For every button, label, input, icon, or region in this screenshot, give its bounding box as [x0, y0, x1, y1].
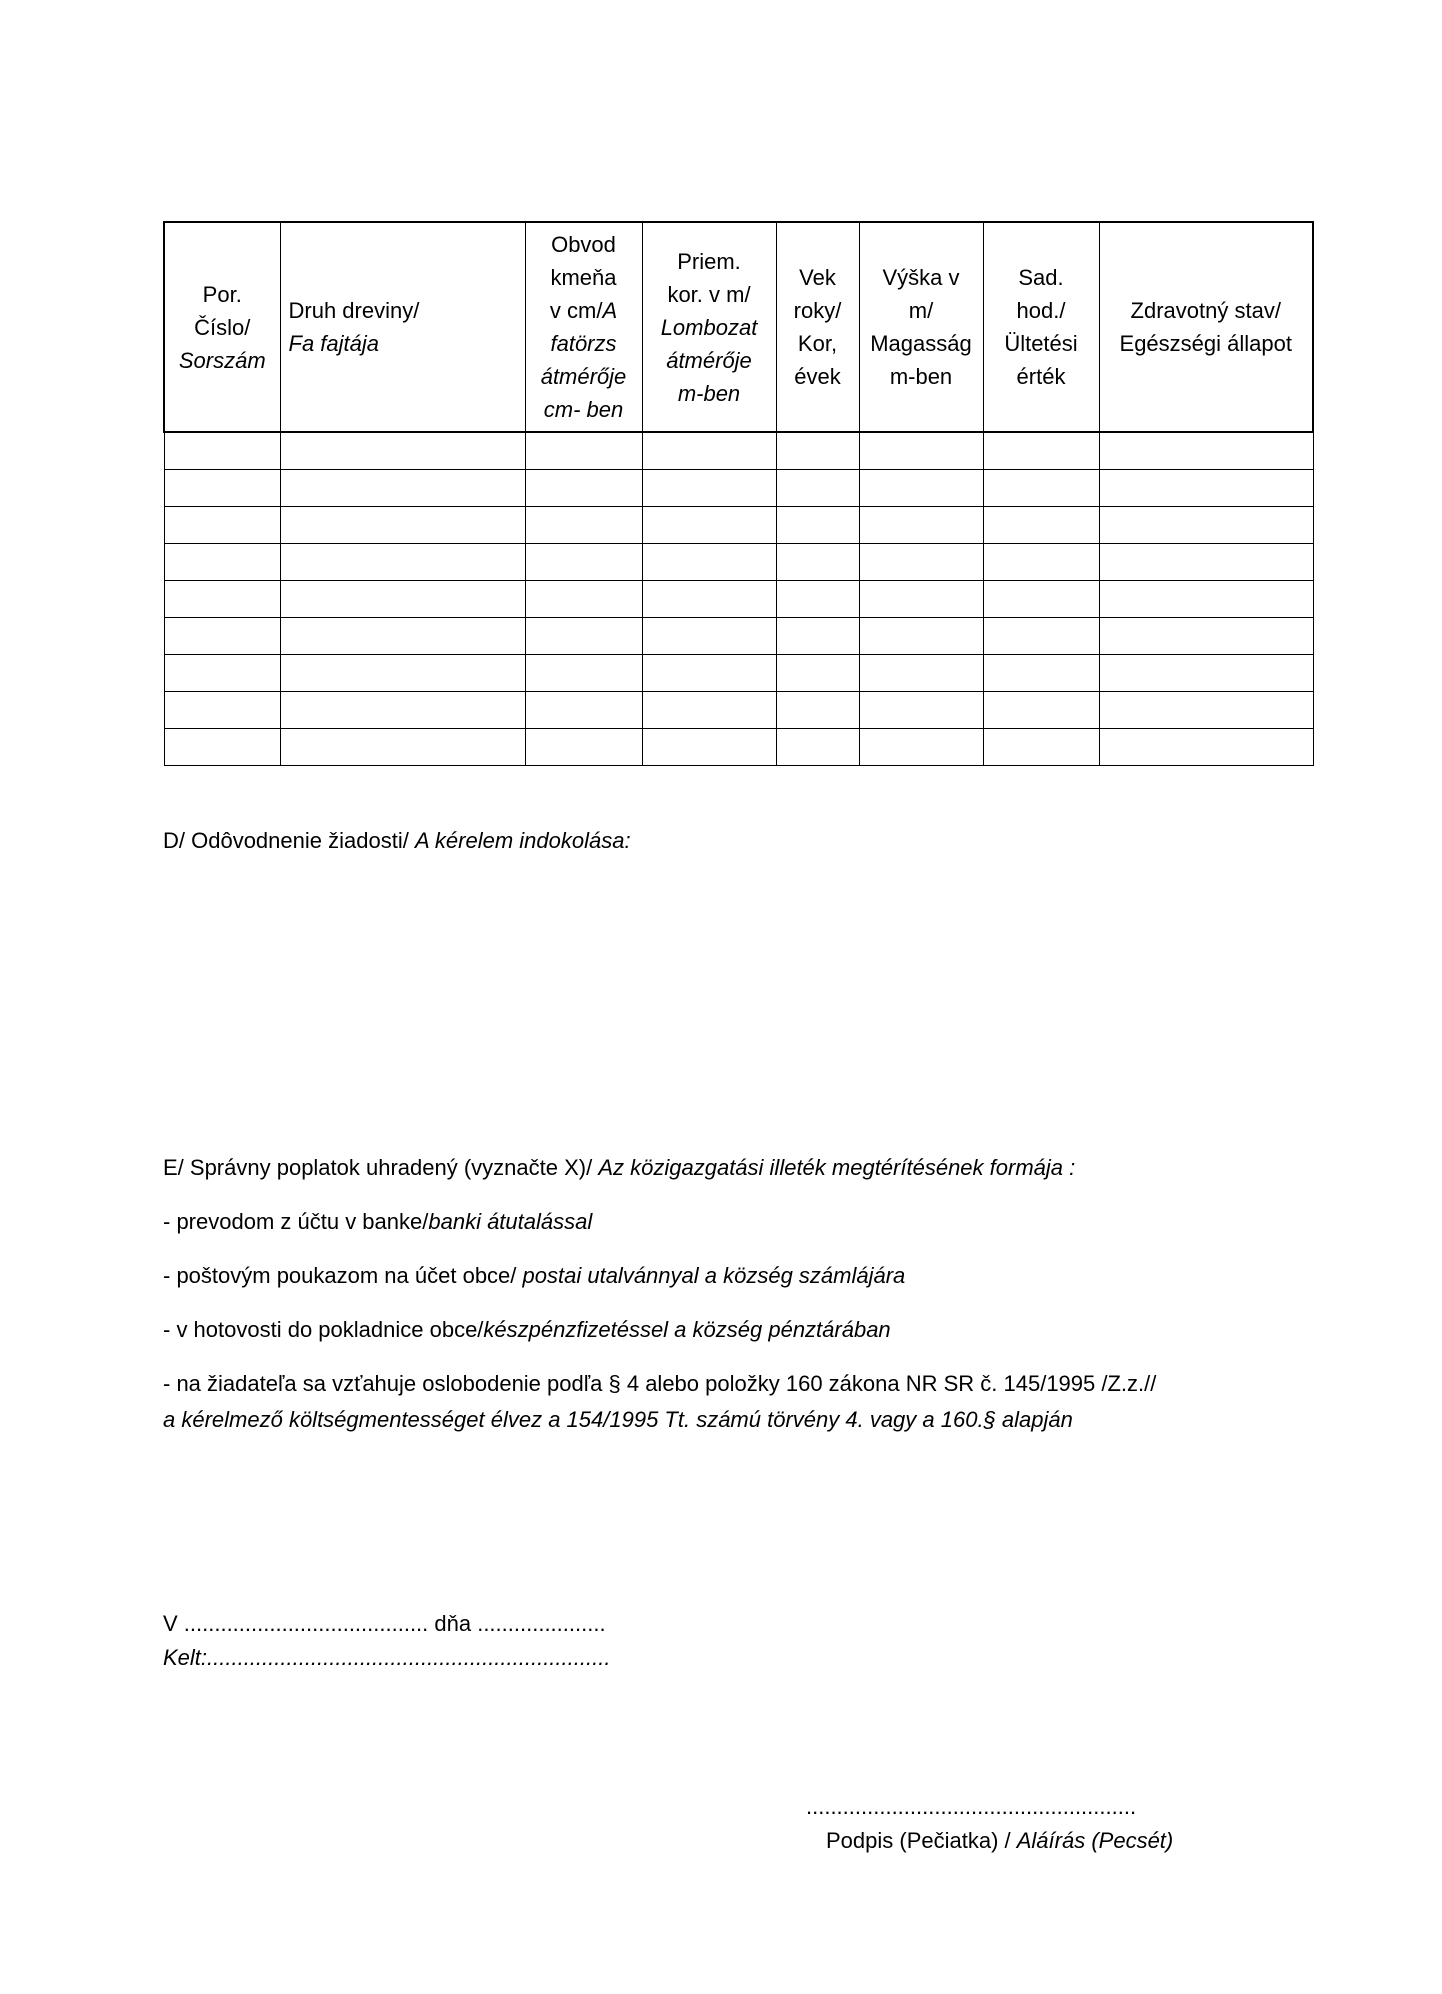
table-cell[interactable]: [1099, 470, 1313, 507]
header-line: Výška v: [882, 265, 960, 290]
header-line: átmérője: [666, 347, 752, 373]
payment-exemption-hu: a kérelmező költségmentességet élvez a 154/1995 Tt. számú törvény 4. vagy a 160.§ alapján: [163, 1407, 1073, 1432]
header-line: Magasság: [870, 331, 972, 356]
header-line: átmérője: [540, 364, 627, 389]
header-line: m-ben: [677, 380, 741, 406]
header-trunk-circumference: [525, 222, 642, 432]
table-cell[interactable]: [859, 581, 983, 618]
table-cell[interactable]: [983, 507, 1099, 544]
table-cell[interactable]: [280, 692, 525, 729]
table-cell[interactable]: [525, 655, 642, 692]
table-cell[interactable]: [776, 692, 859, 729]
place-date-line: V ........................................ dňa .....................: [163, 1611, 606, 1636]
table-cell[interactable]: [983, 729, 1099, 766]
header-line: Ültetési: [1004, 331, 1078, 356]
table-row: [164, 507, 1313, 544]
table-cell[interactable]: [983, 432, 1099, 470]
table-cell[interactable]: [164, 507, 280, 544]
table-cell[interactable]: [859, 729, 983, 766]
table-cell[interactable]: [280, 729, 525, 766]
table-cell[interactable]: [642, 507, 776, 544]
table-cell[interactable]: [776, 581, 859, 618]
table-cell[interactable]: [164, 655, 280, 692]
table-cell[interactable]: [642, 729, 776, 766]
table-row: [164, 618, 1313, 655]
table-cell[interactable]: [164, 470, 280, 507]
header-health-status: [1099, 222, 1313, 432]
table-cell[interactable]: [525, 432, 642, 470]
table-cell[interactable]: [164, 544, 280, 581]
header-line: Priem.: [677, 248, 741, 274]
signature-label: Podpis (Pečiatka) / Aláírás (Pecsét): [826, 1828, 1174, 1853]
table-cell[interactable]: [983, 618, 1099, 655]
header-line: m-ben: [889, 364, 953, 389]
header-line: hod./: [1016, 298, 1066, 323]
header-line: Obvod: [551, 232, 616, 257]
table-cell[interactable]: [642, 618, 776, 655]
table-cell[interactable]: [642, 692, 776, 729]
table-row: [164, 655, 1313, 692]
table-cell[interactable]: [280, 655, 525, 692]
table-cell[interactable]: [164, 581, 280, 618]
header-line: érték: [1016, 364, 1066, 389]
header-crown-diameter: [642, 222, 776, 432]
table-cell[interactable]: [1099, 507, 1313, 544]
table-cell[interactable]: [164, 692, 280, 729]
table-row: [164, 432, 1313, 470]
table-row: [164, 470, 1313, 507]
payment-option-cash: - v hotovosti do pokladnice obce/készpénzfizetéssel a község pénztárában: [163, 1317, 891, 1342]
header-height: [859, 222, 983, 432]
table-cell[interactable]: [776, 618, 859, 655]
header-line: Zdravotný stav/: [1130, 298, 1281, 323]
payment-option-bank-transfer: - prevodom z účtu v banke/banki átutalással: [163, 1209, 593, 1234]
table-cell[interactable]: [280, 507, 525, 544]
header-line: kmeňa: [550, 265, 617, 290]
table-cell[interactable]: [859, 544, 983, 581]
header-planting-value: [983, 222, 1099, 432]
table-cell[interactable]: [1099, 692, 1313, 729]
table-cell[interactable]: [525, 692, 642, 729]
table-cell[interactable]: [525, 507, 642, 544]
table-cell[interactable]: [1099, 581, 1313, 618]
table-cell[interactable]: [642, 432, 776, 470]
table-cell[interactable]: [983, 470, 1099, 507]
header-line: Egészségi állapot: [1119, 331, 1292, 356]
table-row: [164, 692, 1313, 729]
table-cell[interactable]: [525, 470, 642, 507]
header-age: [776, 222, 859, 432]
table-cell[interactable]: [983, 581, 1099, 618]
table-body: [164, 432, 1313, 766]
table-cell[interactable]: [280, 470, 525, 507]
section-e-label: E/ Správny poplatok uhradený (vyznačte X)/ Az közigazgatási illeték megtérítésének formája :: [163, 1155, 1076, 1180]
table-cell[interactable]: [776, 655, 859, 692]
table-cell[interactable]: [1099, 618, 1313, 655]
table-cell[interactable]: [859, 470, 983, 507]
table-cell[interactable]: [859, 432, 983, 470]
table-cell[interactable]: [983, 655, 1099, 692]
header-line: Lombozat: [660, 314, 758, 340]
header-line: m/: [908, 298, 934, 323]
header-line: Druh dreviny/: [288, 298, 420, 323]
header-line: Sorszám: [178, 347, 266, 373]
table-cell[interactable]: [280, 618, 525, 655]
header-line: Por.: [202, 281, 242, 307]
header-line: Vek: [799, 265, 836, 290]
table-row: [164, 544, 1313, 581]
header-line: kor. v m/: [667, 281, 751, 307]
table-row: [164, 729, 1313, 766]
table-cell[interactable]: [859, 618, 983, 655]
table-cell[interactable]: [642, 581, 776, 618]
header-line: v cm/A: [549, 298, 618, 323]
payment-exemption-sk: - na žiadateľa sa vzťahuje oslobodenie podľa § 4 alebo položky 160 zákona NR SR č. 145/1995 /Z.z.//: [163, 1371, 1157, 1396]
table-cell[interactable]: [1099, 432, 1313, 470]
section-d-label: D/ Odôvodnenie žiadosti/ A kérelem indokolása:: [163, 828, 631, 853]
table-cell[interactable]: [525, 729, 642, 766]
table-cell[interactable]: [776, 729, 859, 766]
table-cell[interactable]: [776, 544, 859, 581]
table-cell[interactable]: [776, 432, 859, 470]
table-cell[interactable]: [525, 544, 642, 581]
table-cell[interactable]: [983, 692, 1099, 729]
table-row: [164, 581, 1313, 618]
table-cell[interactable]: [642, 544, 776, 581]
table-cell[interactable]: [776, 470, 859, 507]
table-cell[interactable]: [776, 507, 859, 544]
table-cell[interactable]: [859, 507, 983, 544]
table-cell[interactable]: [1099, 544, 1313, 581]
header-tree-species: [280, 222, 525, 432]
table-cell[interactable]: [280, 432, 525, 470]
signature-dots: ......................................................: [806, 1794, 1137, 1819]
header-line: roky/: [793, 298, 842, 323]
table-cell[interactable]: [280, 581, 525, 618]
table-cell[interactable]: [164, 432, 280, 470]
table-cell[interactable]: [642, 655, 776, 692]
table-cell[interactable]: [859, 692, 983, 729]
header-line: évek: [794, 364, 841, 389]
header-line: fatörzs: [550, 331, 617, 356]
table-cell[interactable]: [280, 544, 525, 581]
header-line: Kor,: [797, 331, 838, 356]
table-cell[interactable]: [164, 729, 280, 766]
table-cell[interactable]: [1099, 729, 1313, 766]
header-line: Sad.: [1018, 265, 1064, 290]
table-cell[interactable]: [983, 544, 1099, 581]
issued-line: Kelt:..................................................................: [163, 1645, 611, 1670]
payment-option-postal-order: - poštovým poukazom na účet obce/ postai utalvánnyal a község számlájára: [163, 1263, 906, 1288]
table-cell[interactable]: [859, 655, 983, 692]
table-cell[interactable]: [525, 618, 642, 655]
header-order-number: [164, 222, 280, 432]
header-line: Fa fajtája: [288, 331, 379, 356]
table-cell[interactable]: [164, 618, 280, 655]
table-cell[interactable]: [1099, 655, 1313, 692]
tree-table: [163, 221, 1314, 766]
table-cell[interactable]: [525, 581, 642, 618]
header-line: Číslo/: [194, 314, 251, 340]
header-line: cm- ben: [543, 397, 624, 422]
table-cell[interactable]: [642, 470, 776, 507]
table-header-row: [164, 222, 1313, 432]
